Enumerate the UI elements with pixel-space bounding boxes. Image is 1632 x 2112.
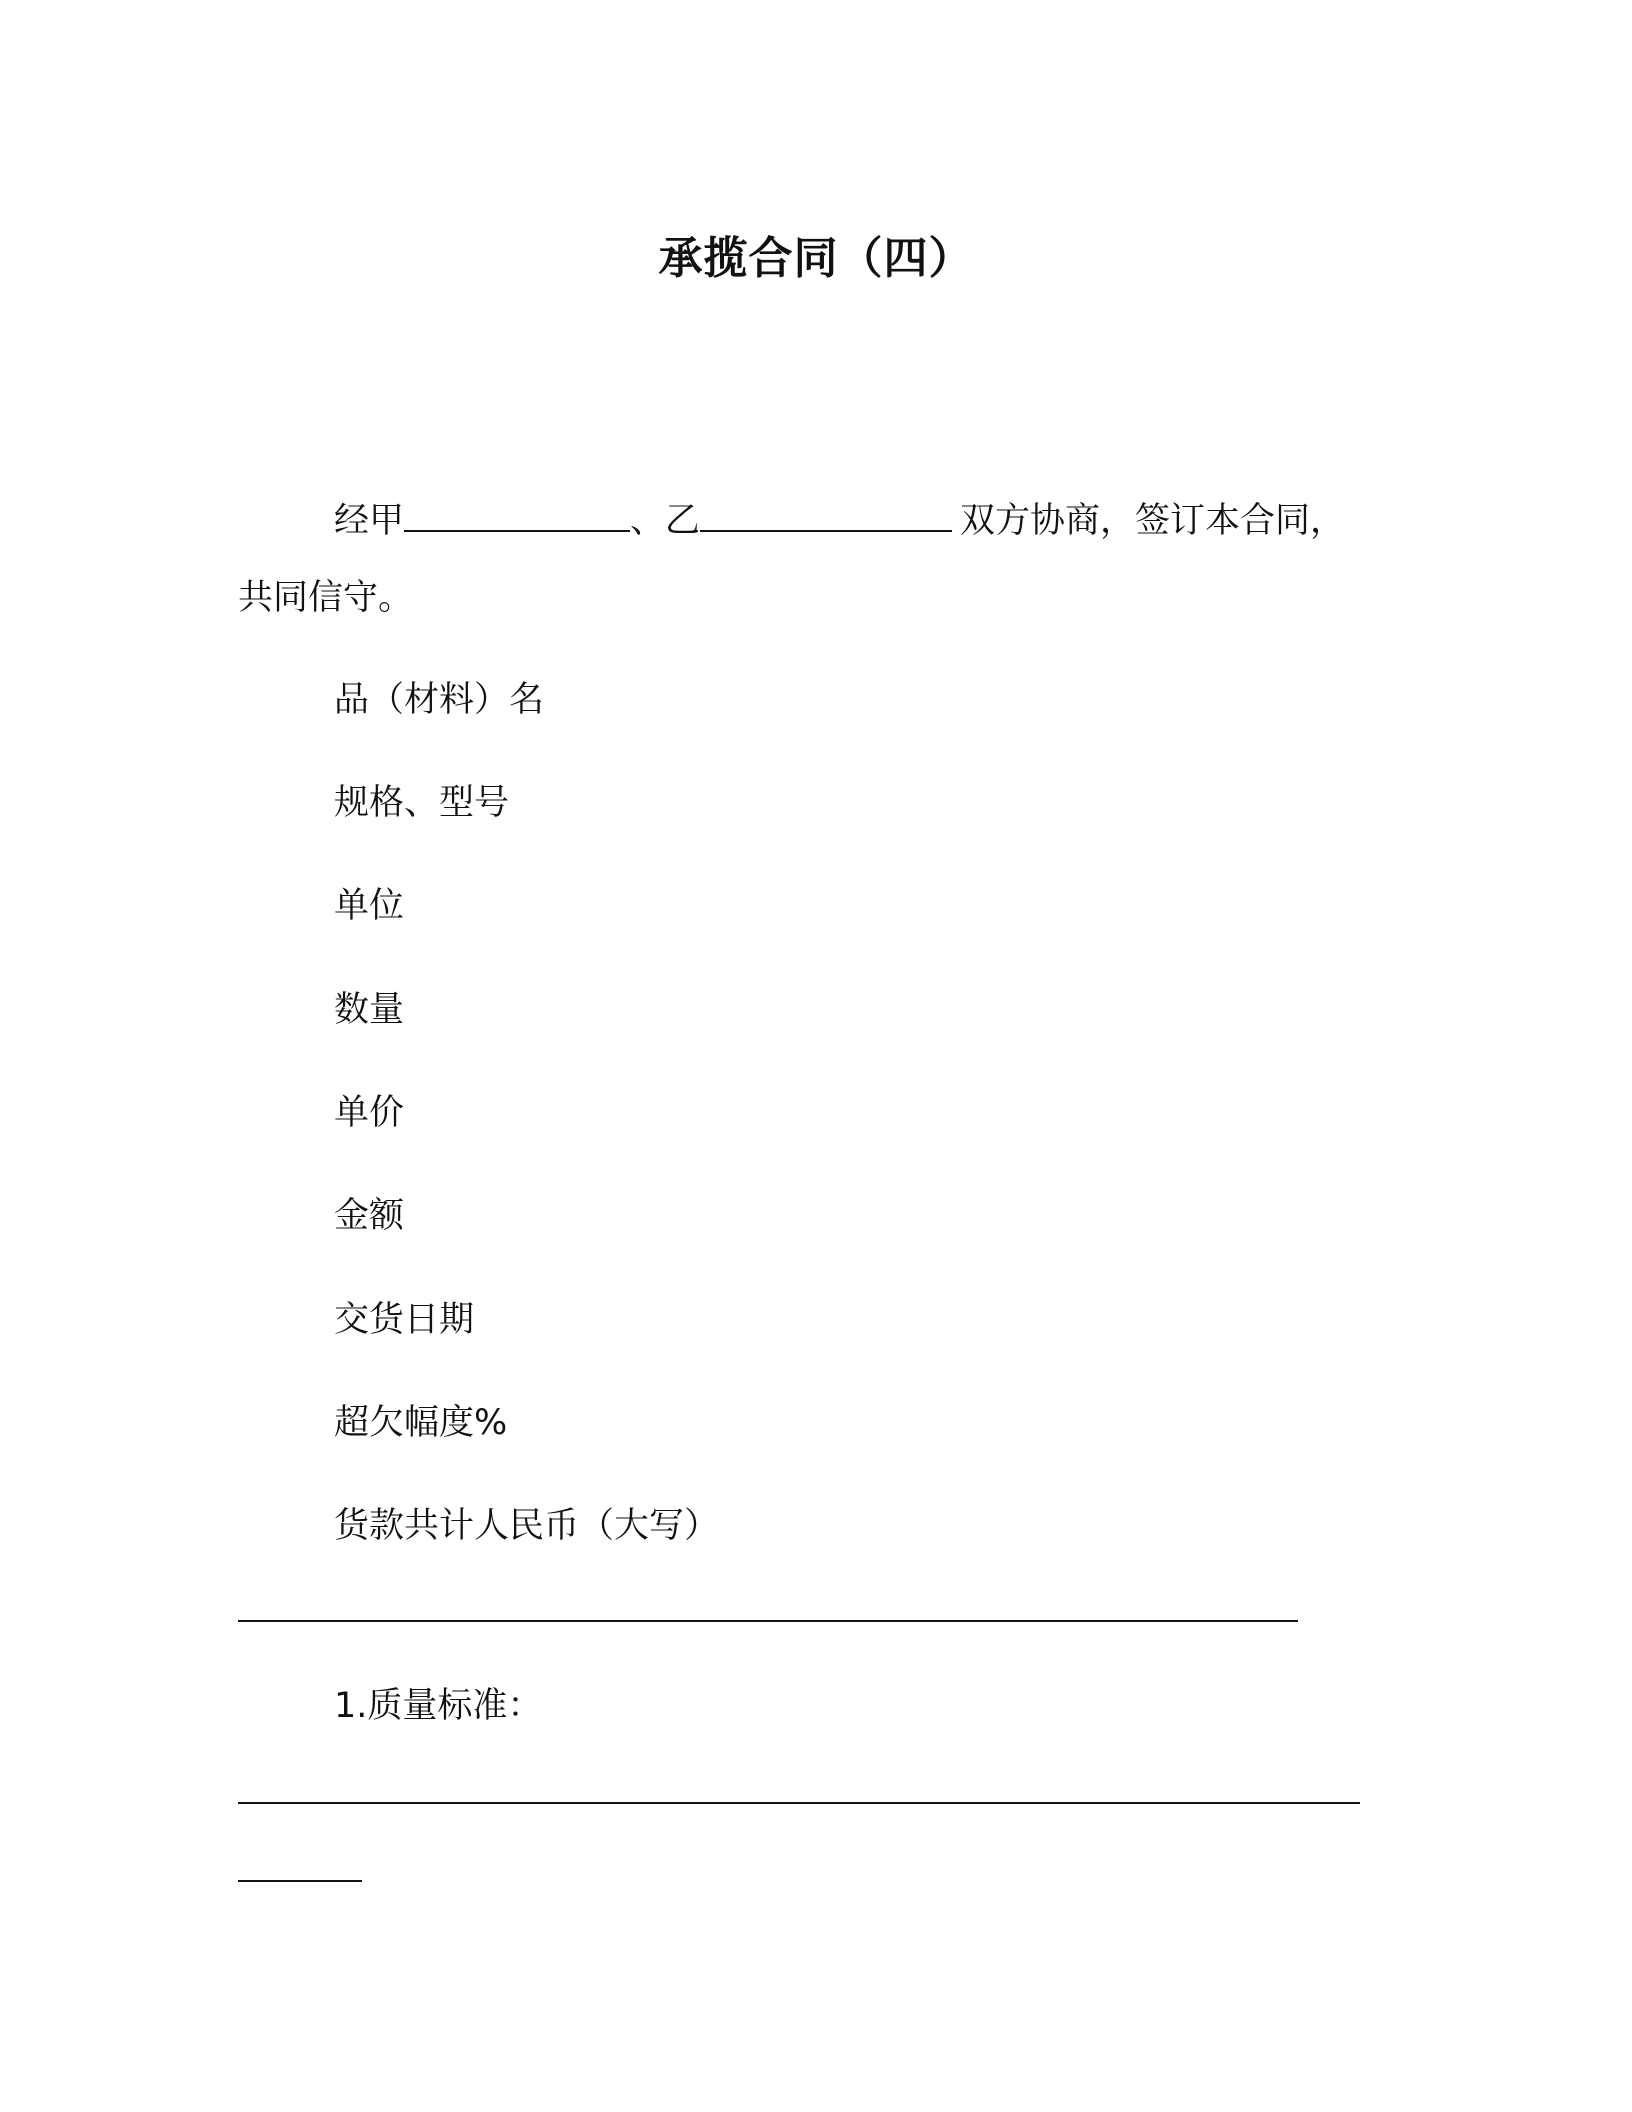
field-material-name: 品（材料）名 <box>334 680 545 720</box>
quality-blank-line-1 <box>238 1802 1360 1804</box>
party-a-blank <box>404 496 630 532</box>
intro-continuation: 共同信守。 <box>238 578 414 618</box>
intro-suffix: 双方协商，签订本合同， <box>960 501 1346 541</box>
field-amount: 金额 <box>334 1196 405 1236</box>
field-spec-model: 规格、型号 <box>334 783 510 823</box>
document-title: 承揽合同（四） <box>658 233 974 284</box>
field-unit: 单位 <box>334 886 405 926</box>
field-quantity: 数量 <box>334 990 405 1030</box>
intro-line <box>334 496 1345 545</box>
total-amount-blank <box>238 1620 1298 1622</box>
field-unit-price: 单价 <box>334 1093 405 1133</box>
intro-prefix: 经甲 <box>334 501 405 541</box>
section-quality-standard: 1.质量标准： <box>334 1686 543 1726</box>
quality-blank-line-2 <box>238 1880 362 1882</box>
intro-sep: 、乙 <box>630 501 701 541</box>
field-delivery-date: 交货日期 <box>334 1300 475 1340</box>
field-tolerance: 超欠幅度% <box>334 1403 508 1443</box>
field-total-rmb: 货款共计人民币（大写） <box>334 1506 720 1546</box>
party-b-blank <box>700 496 952 532</box>
